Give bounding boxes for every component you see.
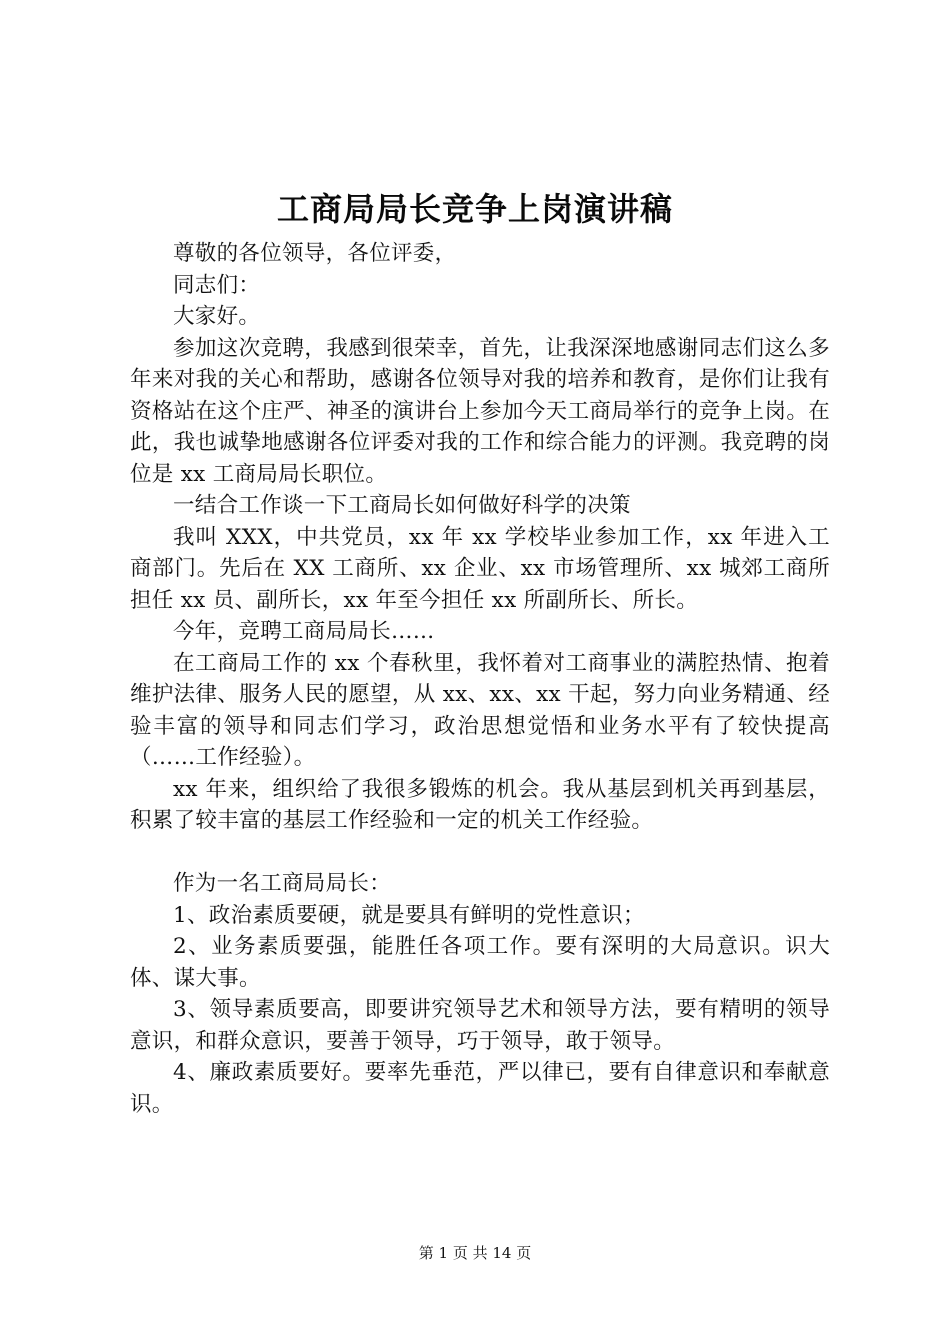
list-item-paragraph: 4、廉政素质要好。要率先垂范，严以律已，要有自律意识和奉献意识。 [130,1060,830,1117]
body-paragraph: 在工商局工作的 xx 个春秋里，我怀着对工商事业的满腔热情、抱着维护法律、服务人民的愿望，从 xx、xx、xx 干起，努力向业务精通、经验丰富的领导和同志们学习，政治思想觉悟和业务水平有了较快提高（……工作经验）。 [130,650,830,770]
salutation-paragraph: 同志们： [173,272,261,298]
salutation-paragraph: 尊敬的各位领导，各位评委， [173,241,457,266]
body-paragraph: 参加这次竞聘，我感到很荣幸，首先，让我深深地感谢同志们这么多年来对我的关心和帮助，感谢各位领导对我的培养和教育，是你们让我有资格站在这个庄严、神圣的演讲台上参加今天工商局举行的竞争上岗。在此，我也诚挚地感谢各位评委对我的工作和综合能力的评测。我竞聘的岗位是 xx 工商局局长职位。 [130,335,830,487]
body-paragraph: 今年，竞聘工商局局长…… [173,619,435,644]
list-item-paragraph: 1、政治素质要硬，就是要具有鲜明的党性意识； [173,902,645,928]
document-body [130,238,830,1120]
document-title: 工商局局长竞争上岗演讲稿 [276,190,673,228]
list-item-paragraph: 3、领导素质要高，即要讲究领导艺术和领导方法，要有精明的领导意识，和群众意识，要善于领导，巧于领导，敢于领导。 [130,997,830,1054]
section-heading-paragraph: 一结合工作谈一下工商局长如何做好科学的决策 [173,493,631,518]
body-paragraph: 我叫 XXX，中共党员，xx 年 xx 学校毕业参加工作，xx 年进入工商部门。先后在 XX 工商所、xx 企业、xx 市场管理所、xx 城郊工商所担任 xx 员、副所长，xx 年至今担任 xx 所副所长、所长。 [130,524,830,613]
page-number-footer: 第 1 页 共 14 页 [418,1244,532,1262]
body-paragraph: 作为一名工商局局长： [173,871,392,896]
body-paragraph: xx 年来，组织给了我很多锻炼的机会。我从基层到机关再到基层，积累了较丰富的基层工作经验和一定的机关工作经验。 [130,776,830,833]
greeting-paragraph: 大家好。 [173,304,261,329]
list-item-paragraph: 2、业务素质要强，能胜任各项工作。要有深明的大局意识。识大体、谋大事。 [130,934,830,991]
